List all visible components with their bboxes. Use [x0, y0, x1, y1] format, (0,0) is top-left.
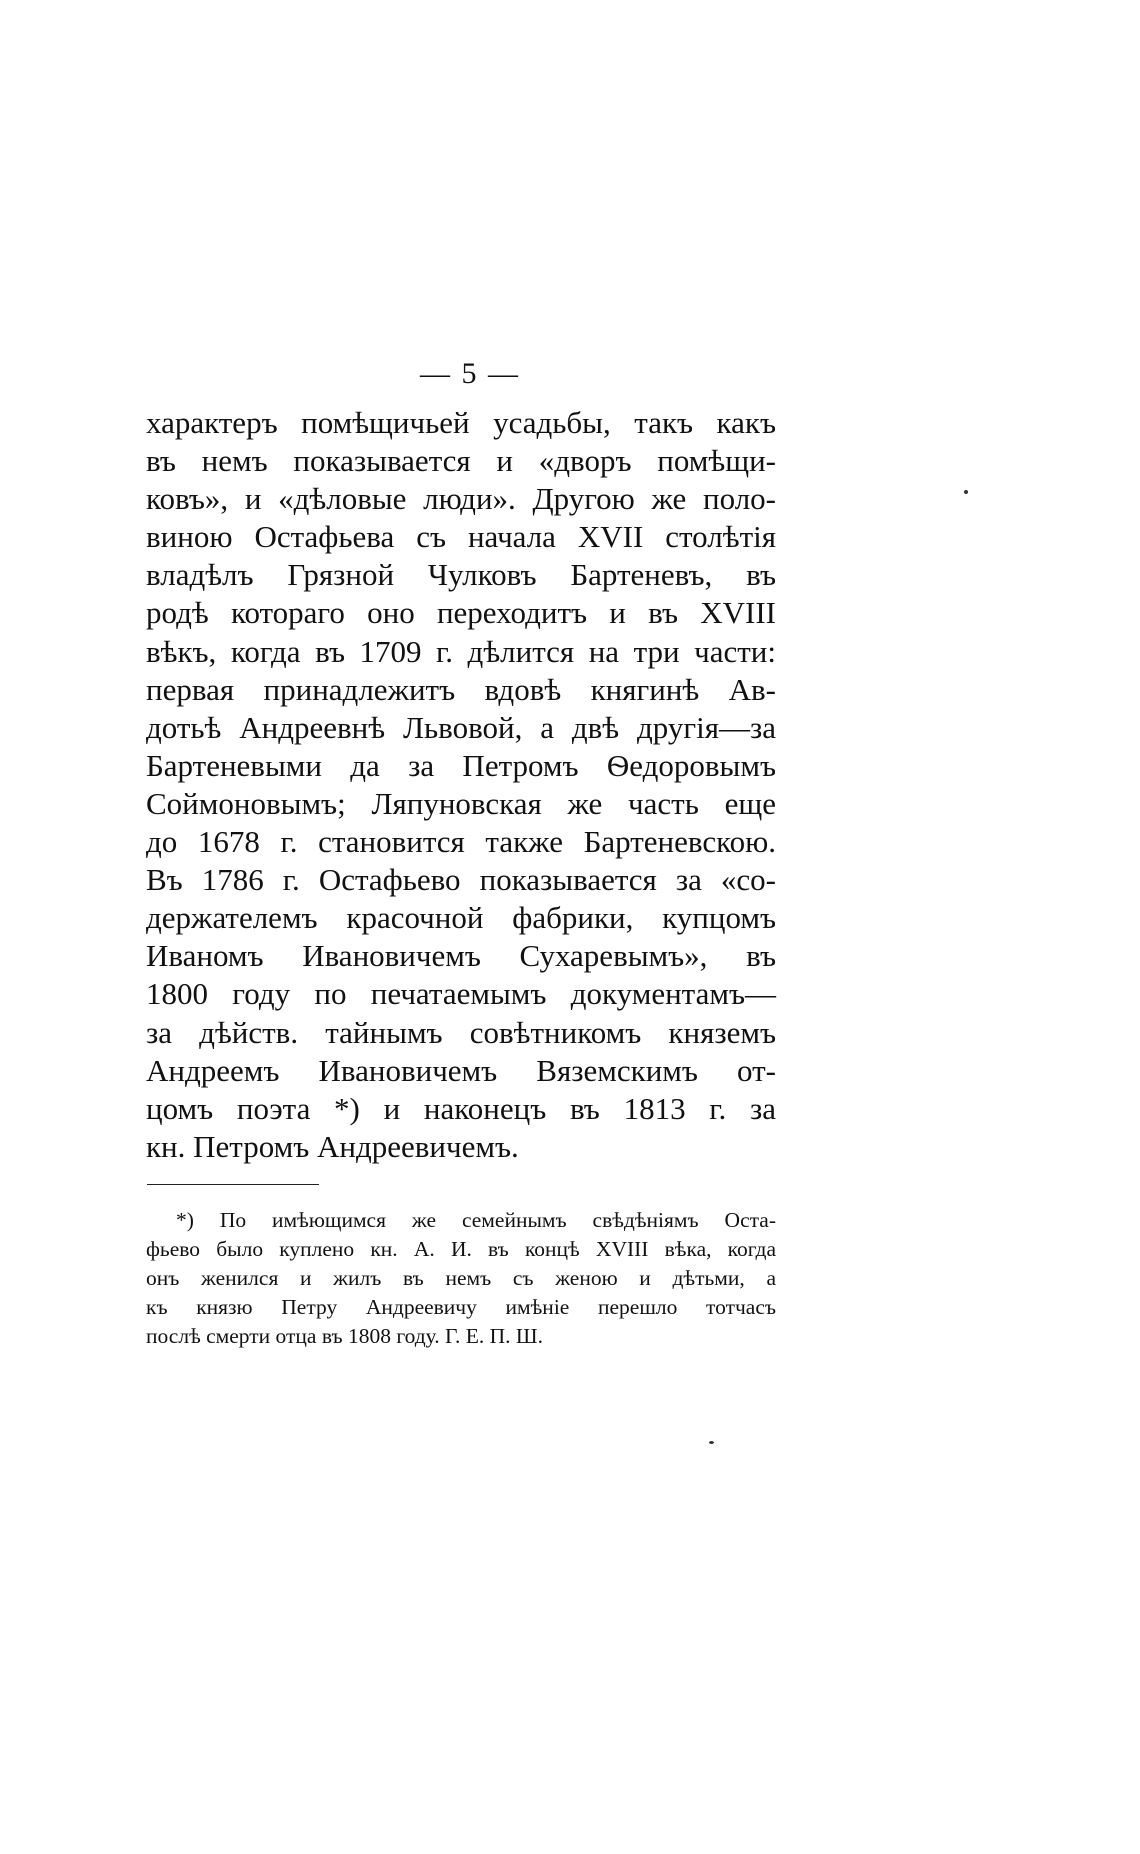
text-line: вѣкъ, когда въ 1709 г. дѣлится на три части: [146, 633, 776, 669]
text-line: виною Остафьева съ начала XVII столѣтія [146, 519, 776, 555]
text-line: Въ 1786 г. Остафьево показывается за «со- [146, 862, 776, 898]
text-line: 1800 году по печатаемымъ документамъ— [146, 976, 776, 1012]
page-number: — 5 — [420, 357, 520, 390]
footnote-line: фьево было куплено кн. А. И. въ концѣ XVIII вѣка, когда [146, 1237, 776, 1261]
text-line: дотьѣ Андреевнѣ Львовой, а двѣ другія—за [146, 709, 776, 745]
footnote [146, 1206, 776, 1351]
scan-speck [709, 1441, 714, 1444]
footnote-line: къ князю Петру Андреевичу имѣніе перешло тотчасъ [146, 1295, 776, 1319]
text-line: за дѣйств. тайнымъ совѣтникомъ княземъ [146, 1014, 776, 1050]
text-line: цомъ поэта *) и наконецъ въ 1813 г. за [146, 1090, 776, 1126]
text-line: Бартеневыми да за Петромъ Ѳедоровымъ [146, 747, 776, 783]
footnote-line: послѣ смерти отца въ 1808 году. Г. Е. П. Ш. [146, 1324, 543, 1348]
text-line: Андреемъ Ивановичемъ Вяземскимъ от- [146, 1052, 776, 1088]
text-line: Соймоновымъ; Ляпуновская же часть еще [146, 785, 776, 821]
text-line: первая принадлежитъ вдовѣ княгинѣ Ав- [146, 671, 776, 707]
text-line: владѣлъ Грязной Чулковъ Бартеневъ, въ [146, 557, 776, 593]
footnote-line: онъ женился и жилъ въ немъ съ женою и дѣтьми, а [146, 1266, 776, 1290]
text-line: ковъ», и «дѣловые люди». Другою же поло- [146, 481, 776, 517]
text-line: кн. Петромъ Андреевичемъ. [146, 1128, 519, 1164]
text-line: Иваномъ Ивановичемъ Сухаревымъ», въ [146, 938, 776, 974]
scan-speck [964, 490, 968, 494]
text-line: въ немъ показывается и «дворъ помѣщи- [146, 443, 776, 479]
text-line: держателемъ красочной фабрики, купцомъ [146, 900, 776, 936]
main-text [146, 404, 776, 1166]
footnote-line: *) По имѣющимся же семейнымъ свѣдѣніямъ Оста- [176, 1208, 776, 1232]
text-line: родѣ котораго оно переходитъ и въ XVIII [146, 595, 776, 631]
footnote-divider [147, 1184, 319, 1185]
text-line: характеръ помѣщичьей усадьбы, такъ какъ [146, 405, 776, 440]
text-line: до 1678 г. становится также Бартеневскою. [146, 824, 776, 860]
